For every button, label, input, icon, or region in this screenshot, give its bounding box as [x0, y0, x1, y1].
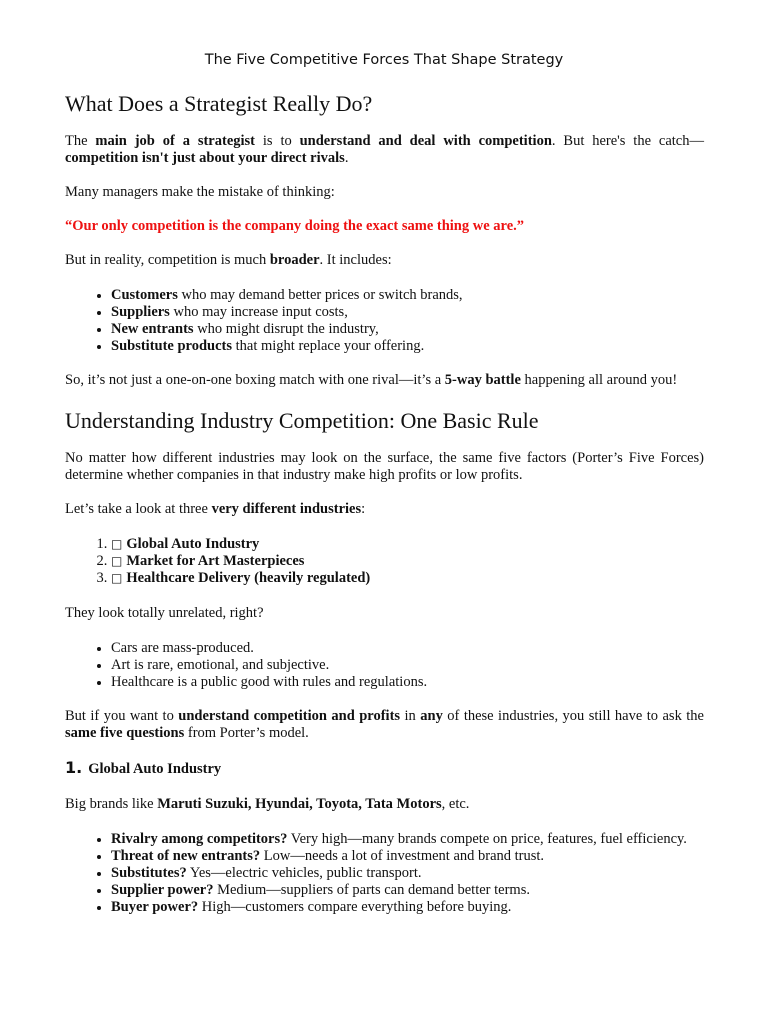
auto-forces-list: [65, 831, 704, 916]
paragraph-five-way-battle: So, it’s not just a one-on-one boxing match with one rival—it’s a 5-way battle happening all around you!: [65, 372, 678, 388]
list-item: 3. □ Healthcare Delivery (heavily regulated): [111, 570, 704, 587]
paragraph-five-factors: No matter how different industries may look on the surface, the same five factors (Porter’s Five Forces) determine whether companies in that industry make high profits or low profits.: [65, 450, 704, 483]
box-icon: □: [111, 554, 123, 568]
list-item: • Substitutes? Yes—electric vehicles, public transport.: [111, 865, 704, 882]
quote-competition: “Our only competition is the company doing the exact same thing we are.”: [65, 218, 525, 234]
paragraph-three-industries: Let’s take a look at three very different industries:: [65, 501, 366, 517]
competition-includes-list: [65, 287, 704, 355]
section-heading-strategist: What Does a Strategist Really Do?: [65, 91, 373, 116]
document-title: The Five Competitive Forces That Shape Strategy: [204, 52, 564, 68]
industries-list: [65, 536, 704, 587]
subsection-number: 1.: [65, 758, 83, 777]
list-item: • Cars are mass-produced.: [111, 640, 704, 657]
list-item: • New entrants who might disrupt the industry,: [111, 321, 704, 338]
section-heading-industry-competition: Understanding Industry Competition: One Basic Rule: [65, 408, 539, 433]
box-icon: □: [111, 537, 123, 551]
list-item: • Supplier power? Medium—suppliers of parts can demand better terms.: [111, 882, 704, 899]
list-item: 2. □ Market for Art Masterpieces: [111, 553, 704, 570]
list-item: • Healthcare is a public good with rules and regulations.: [111, 674, 704, 691]
list-item: 1. □ Global Auto Industry: [111, 536, 704, 553]
paragraph-mistake: Many managers make the mistake of thinking:: [65, 184, 335, 200]
paragraph-big-brands: Big brands like Maruti Suzuki, Hyundai, Toyota, Tata Motors, etc.: [65, 796, 470, 812]
list-item: • Suppliers who may increase input costs,: [111, 304, 704, 321]
list-item: • Customers who may demand better prices or switch brands,: [111, 287, 704, 304]
list-item: • Threat of new entrants? Low—needs a lot of investment and brand trust.: [111, 848, 704, 865]
list-item: • Rivalry among competitors? Very high—many brands compete on price, features, fuel efficiency.: [111, 831, 704, 848]
box-icon: □: [111, 571, 123, 585]
paragraph-unrelated: They look totally unrelated, right?: [65, 605, 264, 621]
industry-differences-list: [65, 640, 704, 691]
paragraph-main-job: The main job of a strategist is to understand and deal with competition. But here's the catch—competition isn't just about your direct rivals.: [65, 133, 704, 166]
list-item: • Buyer power? High—customers compare everything before buying.: [111, 899, 704, 916]
paragraph-broader: But in reality, competition is much broader. It includes:: [65, 252, 392, 268]
document-body: [65, 91, 704, 916]
paragraph-same-five-questions: But if you want to understand competition and profits in any of these industries, you still have to ask the same five questions from Porter’s model.: [65, 708, 704, 741]
subsection-heading-auto: 1. Global Auto Industry: [65, 758, 222, 777]
list-item: • Substitute products that might replace your offering.: [111, 338, 704, 355]
list-item: • Art is rare, emotional, and subjective.: [111, 657, 704, 674]
